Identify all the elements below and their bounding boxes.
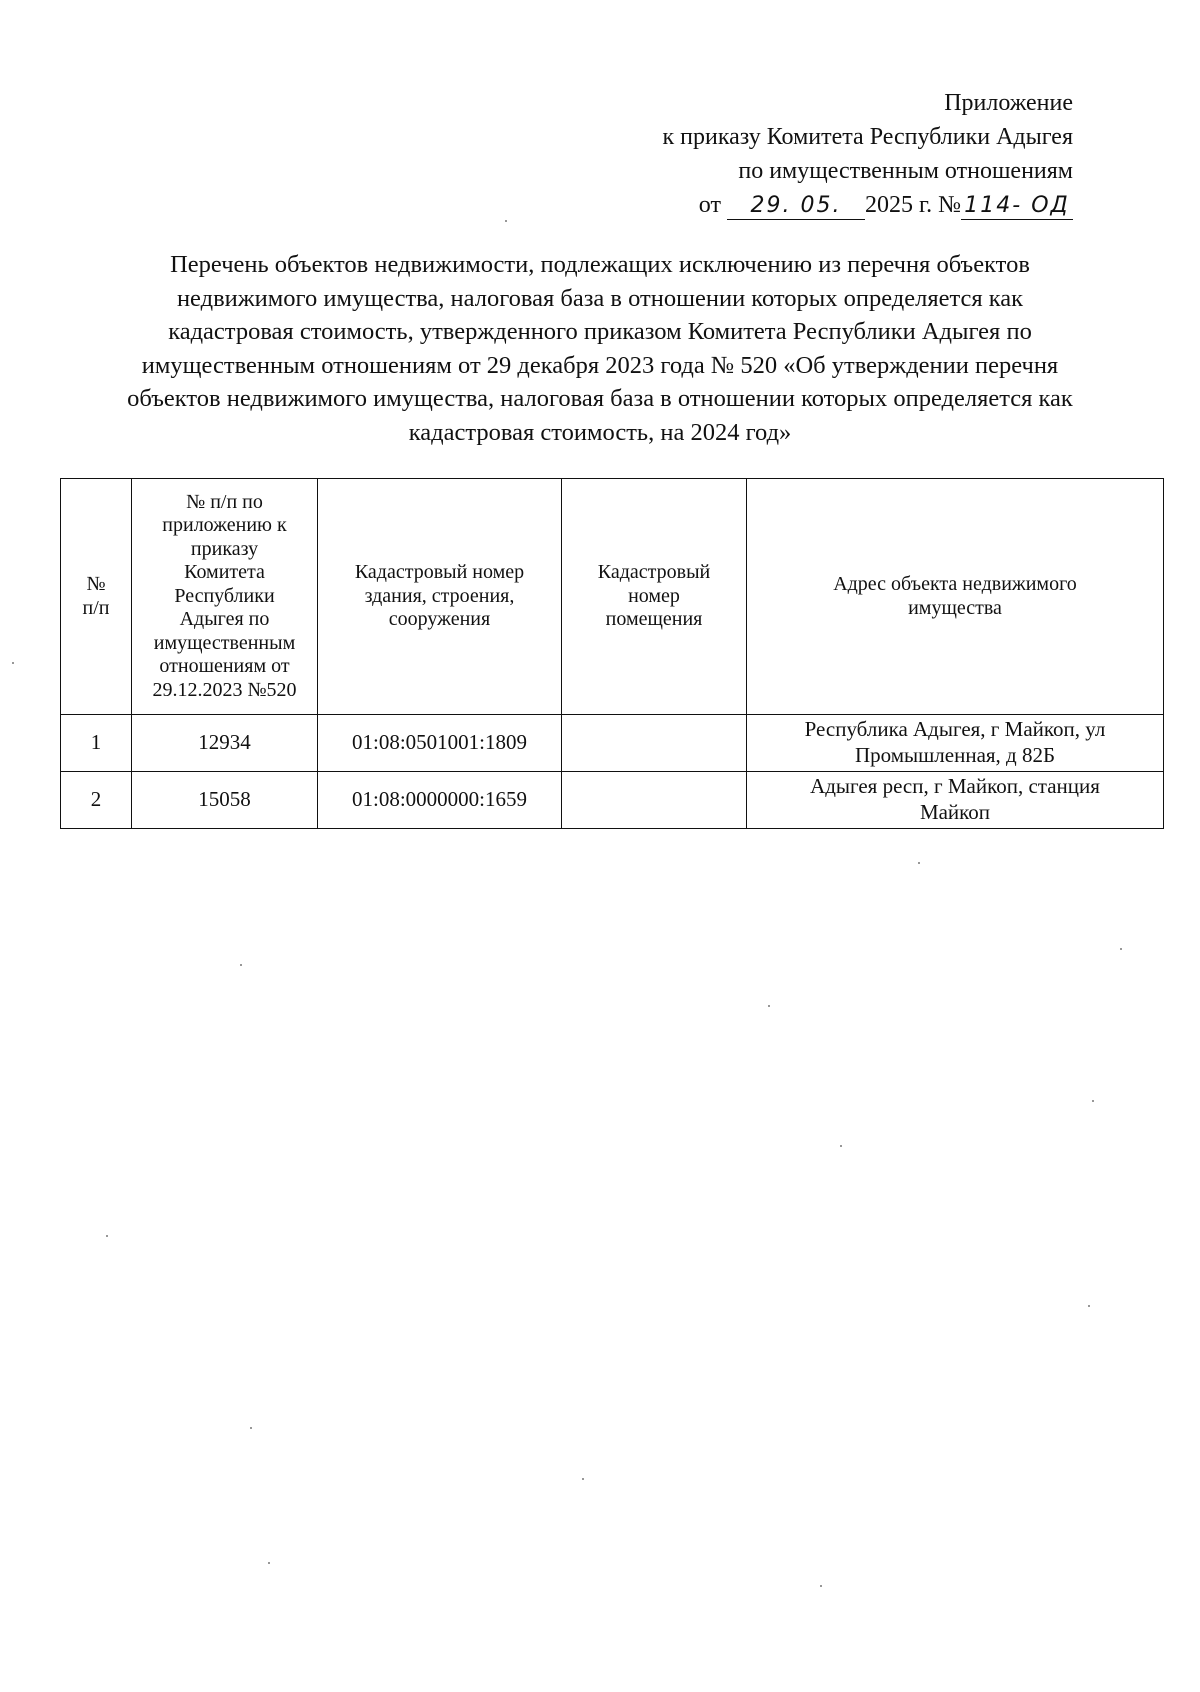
table-row bbox=[61, 715, 1164, 772]
title-line: недвижимого имущества, налоговая база в отношении которых определяется как bbox=[176, 284, 1024, 312]
address-line: Промышленная, д 82Б bbox=[854, 743, 1056, 767]
header-text: Республики bbox=[174, 584, 275, 607]
scan-speck bbox=[820, 1585, 822, 1587]
header-address bbox=[747, 479, 1164, 715]
header-text: Адрес объекта недвижимого bbox=[833, 573, 1077, 595]
header-text: сооружения bbox=[388, 608, 491, 631]
header-text: Комитета bbox=[184, 561, 265, 584]
header-text: Кадастровый bbox=[597, 561, 711, 584]
date-prefix: от bbox=[698, 192, 721, 218]
header-cadastral-building bbox=[318, 479, 562, 715]
scan-speck bbox=[840, 1145, 842, 1147]
header-text: помещения bbox=[605, 608, 703, 631]
header-text: приложению к bbox=[162, 514, 287, 537]
cell-ref-num: 15058 bbox=[132, 772, 318, 829]
header-ref-num bbox=[132, 479, 318, 715]
address-line: Республика Адыгея, г Майкоп, ул bbox=[804, 717, 1106, 741]
header-text: приказу bbox=[190, 537, 259, 560]
cell-cadastral-building: 01:08:0000000:1659 bbox=[318, 772, 562, 829]
title-line: Перечень объектов недвижимости, подлежащих исключению из перечня объектов bbox=[170, 251, 1030, 278]
appendix-order-ref: к приказу Комитета Республики Адыгея bbox=[662, 124, 1073, 150]
header-text: имущественным bbox=[153, 631, 296, 654]
handwritten-number bbox=[961, 192, 1073, 220]
header-text: Адыгея по bbox=[179, 608, 270, 631]
cell-address bbox=[747, 715, 1164, 772]
scan-speck bbox=[106, 1235, 108, 1237]
cell-num: 2 bbox=[61, 772, 132, 829]
scan-speck bbox=[768, 1005, 770, 1007]
scan-speck bbox=[582, 1478, 584, 1480]
header-text: имущества bbox=[908, 596, 1002, 619]
scan-speck bbox=[1092, 1100, 1094, 1102]
appendix-header bbox=[662, 86, 1073, 222]
header-num bbox=[61, 479, 132, 715]
header-cadastral-room bbox=[562, 479, 747, 715]
appendix-committee: по имущественным отношениям bbox=[738, 158, 1073, 184]
title-line: кадастровая стоимость, утвержденного приказом Комитета Республики Адыгея по bbox=[168, 318, 1032, 345]
property-table bbox=[60, 478, 1164, 829]
document-title bbox=[40, 248, 1160, 449]
handwritten-date-text: 29. 05. bbox=[750, 193, 842, 218]
scan-speck bbox=[1088, 1305, 1090, 1307]
cell-cadastral-room bbox=[562, 772, 747, 829]
appendix-label: Приложение bbox=[944, 90, 1073, 116]
appendix-date-line bbox=[662, 188, 1073, 222]
cell-cadastral-building: 01:08:0501001:1809 bbox=[318, 715, 562, 772]
cell-num: 1 bbox=[61, 715, 132, 772]
scan-speck bbox=[1120, 948, 1122, 950]
table-row bbox=[61, 772, 1164, 829]
title-line: имущественным отношениям от 29 декабря 2023 года № 520 «Об утверждении перечня bbox=[141, 351, 1059, 379]
scan-speck bbox=[250, 1427, 252, 1429]
title-line: объектов недвижимого имущества, налоговая база в отношении которых определяется как bbox=[127, 385, 1073, 412]
cell-ref-num: 12934 bbox=[132, 715, 318, 772]
header-text: п/п bbox=[82, 596, 110, 619]
scan-speck bbox=[918, 862, 920, 864]
title-line: кадастровая стоимость, на 2024 год» bbox=[408, 418, 792, 446]
year-text: 2025 г. № bbox=[864, 192, 961, 218]
cell-cadastral-room bbox=[562, 715, 747, 772]
handwritten-number-text: 114- ОД bbox=[964, 193, 1070, 218]
header-text: номер bbox=[628, 584, 680, 607]
header-text: здания, строения, bbox=[364, 584, 515, 607]
scan-speck bbox=[268, 1562, 270, 1564]
header-text: Кадастровый номер bbox=[354, 561, 525, 584]
header-text: № п/п по bbox=[186, 490, 263, 513]
header-text: № bbox=[86, 573, 106, 595]
header-text: 29.12.2023 №520 bbox=[152, 678, 297, 701]
cell-address bbox=[747, 772, 1164, 829]
scan-speck bbox=[505, 220, 507, 222]
address-line: Адыгея респ, г Майкоп, станция bbox=[810, 774, 1100, 798]
header-text: отношениям от bbox=[159, 655, 290, 678]
scan-speck bbox=[12, 662, 14, 664]
table-header-row bbox=[61, 479, 1164, 715]
scan-speck bbox=[240, 964, 242, 966]
handwritten-date bbox=[727, 192, 865, 220]
address-line: Майкоп bbox=[919, 800, 991, 824]
